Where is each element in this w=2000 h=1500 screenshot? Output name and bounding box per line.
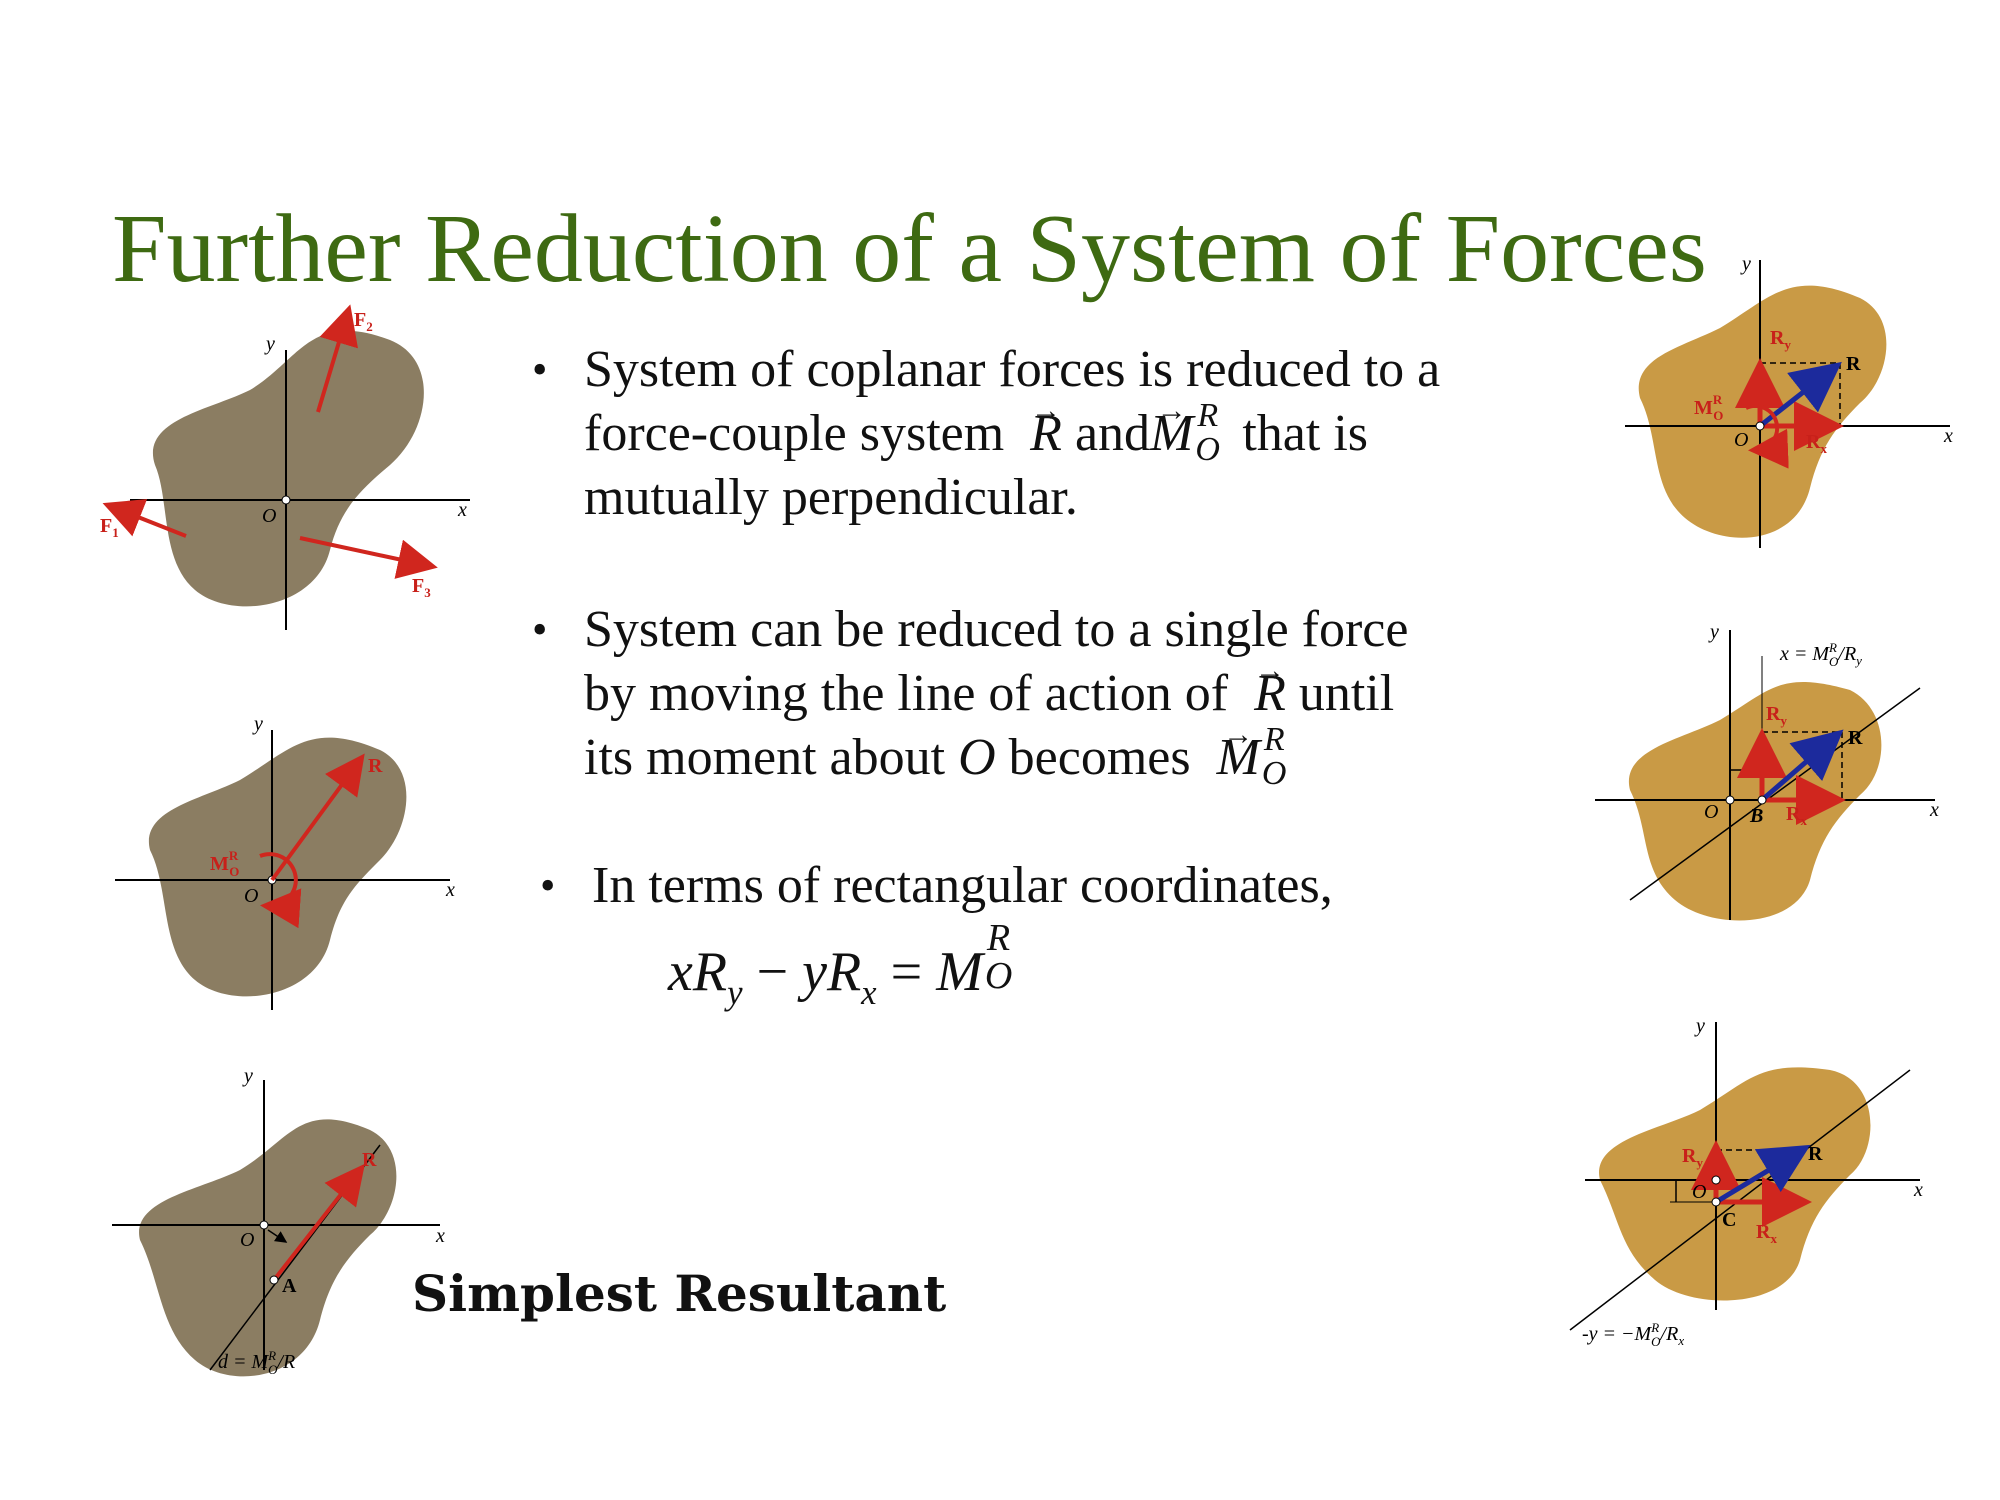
- moment-label: $M^R$ O: [210, 848, 240, 879]
- bullet-1: [532, 338, 1441, 530]
- r-label: R: [1808, 1143, 1823, 1165]
- diagram-svg: [1590, 620, 1960, 930]
- bullet-1-line-1: System of coplanar forces is reduced to a: [584, 341, 1441, 398]
- rx-label: $R_x$: [1806, 431, 1827, 456]
- rx-label: $R_x$: [1756, 1221, 1777, 1246]
- vector-m: → M: [1217, 729, 1260, 786]
- x-axis-label: x: [1914, 1179, 1923, 1201]
- bullet-2-line-2: [584, 662, 1408, 726]
- rx-label: $R_x$: [1786, 803, 1807, 828]
- y-distance-note: $-y = -M^R$ $O/R_x$: [1582, 1320, 1685, 1349]
- point-o: O: [958, 729, 996, 786]
- y-axis-label: y: [1710, 621, 1719, 643]
- vector-r: → R: [1254, 665, 1286, 722]
- point-c-label: C: [1722, 1209, 1737, 1231]
- y-axis-label: y: [1742, 253, 1751, 275]
- diagram-line-of-action-b: [1590, 620, 1960, 930]
- ry-label: $R_y$: [1682, 1145, 1703, 1170]
- vector-r: → R: [1030, 405, 1062, 462]
- diagram-line-of-action-c: [1580, 1010, 1960, 1350]
- bullet-2-line-1: System can be reduced to a single force: [584, 601, 1409, 658]
- distance-label: $d = M^R$ O/R: [218, 1348, 296, 1377]
- point-b-label: B: [1750, 805, 1764, 827]
- x-axis-label: x: [1944, 425, 1953, 447]
- y-axis-label: y: [244, 1065, 253, 1087]
- bullet-2: [532, 598, 1409, 792]
- origin-label: O: [1692, 1181, 1707, 1203]
- bullet-1-line-2: [584, 397, 1440, 468]
- simplest-resultant-caption: Simplest Resultant: [412, 1264, 947, 1323]
- diagram-components: [1620, 253, 1960, 558]
- rigid-body: [1639, 286, 1887, 538]
- bullet-marker: •: [540, 861, 556, 910]
- origin-label: O: [244, 885, 259, 907]
- diagram-svg: [110, 713, 470, 1020]
- rigid-body: [153, 331, 424, 607]
- diagram-svg: [100, 300, 480, 630]
- and-word: and: [1074, 405, 1151, 462]
- bullet-2-line-2-text: by moving the line of action of: [584, 665, 1229, 722]
- y-axis-label: y: [254, 713, 263, 735]
- origin-label: O: [1734, 429, 1749, 451]
- r-label: R: [362, 1149, 377, 1171]
- y-axis-label: y: [266, 333, 275, 355]
- r-label: R: [368, 755, 383, 777]
- bullet-2-line-3-text: its moment about: [584, 729, 946, 786]
- bullet-marker: •: [532, 605, 548, 654]
- bullet-3: [540, 854, 1333, 918]
- until-word: until: [1298, 665, 1395, 722]
- origin-label: O: [240, 1229, 255, 1251]
- diagram-svg: [110, 1065, 470, 1390]
- that-is-text: that is: [1242, 405, 1369, 462]
- origin-label: O: [262, 505, 277, 527]
- y-axis-label: y: [1696, 1015, 1705, 1037]
- bullet-1-line-2-text: force-couple system: [584, 405, 1005, 462]
- vector-m: → M: [1150, 405, 1193, 462]
- becomes-word: becomes: [1008, 729, 1191, 786]
- moment-indices: R O: [1195, 397, 1220, 468]
- point-a-label: A: [282, 1275, 297, 1297]
- bullet-marker: •: [532, 345, 548, 394]
- diagram-force-couple: [110, 713, 470, 1020]
- diagram-single-force: [110, 1065, 470, 1390]
- f2-label: $F_2$: [354, 309, 373, 334]
- ry-label: $R_y$: [1770, 327, 1791, 352]
- f1-label: $F_1$: [100, 515, 119, 540]
- bullet-3-line-1: In terms of rectangular coordinates,: [592, 857, 1333, 914]
- ry-label: $R_y$: [1766, 703, 1787, 728]
- x-axis-label: x: [446, 879, 455, 901]
- moment-indices: R O: [1261, 721, 1287, 792]
- origin-label: O: [1704, 801, 1719, 823]
- diagram-coplanar-forces: [100, 300, 480, 630]
- rigid-body: [1629, 682, 1881, 921]
- x-axis-label: x: [436, 1225, 445, 1247]
- x-axis-label: x: [1930, 799, 1939, 821]
- rigid-body: [139, 1119, 396, 1376]
- r-label: R: [1846, 353, 1861, 375]
- bullet-1-line-3: mutually perpendicular.: [584, 469, 1078, 526]
- f3-label: $F_3$: [412, 575, 431, 600]
- bullet-2-line-3: [584, 721, 1408, 792]
- diagram-svg: [1580, 1010, 1960, 1350]
- x-axis-label: x: [458, 499, 467, 521]
- x-distance-note: $x = M^R$ $O/R_y$: [1780, 640, 1862, 669]
- moment-equation: $xR_y - yR_x = M$ R O: [668, 917, 1013, 1012]
- rigid-body: [1599, 1067, 1870, 1300]
- moment-label: $M^R$ O: [1694, 392, 1724, 423]
- diagram-svg: [1620, 253, 1960, 558]
- slide-title: Further Reduction of a System of Forces: [112, 194, 1707, 303]
- r-label: R: [1848, 727, 1863, 749]
